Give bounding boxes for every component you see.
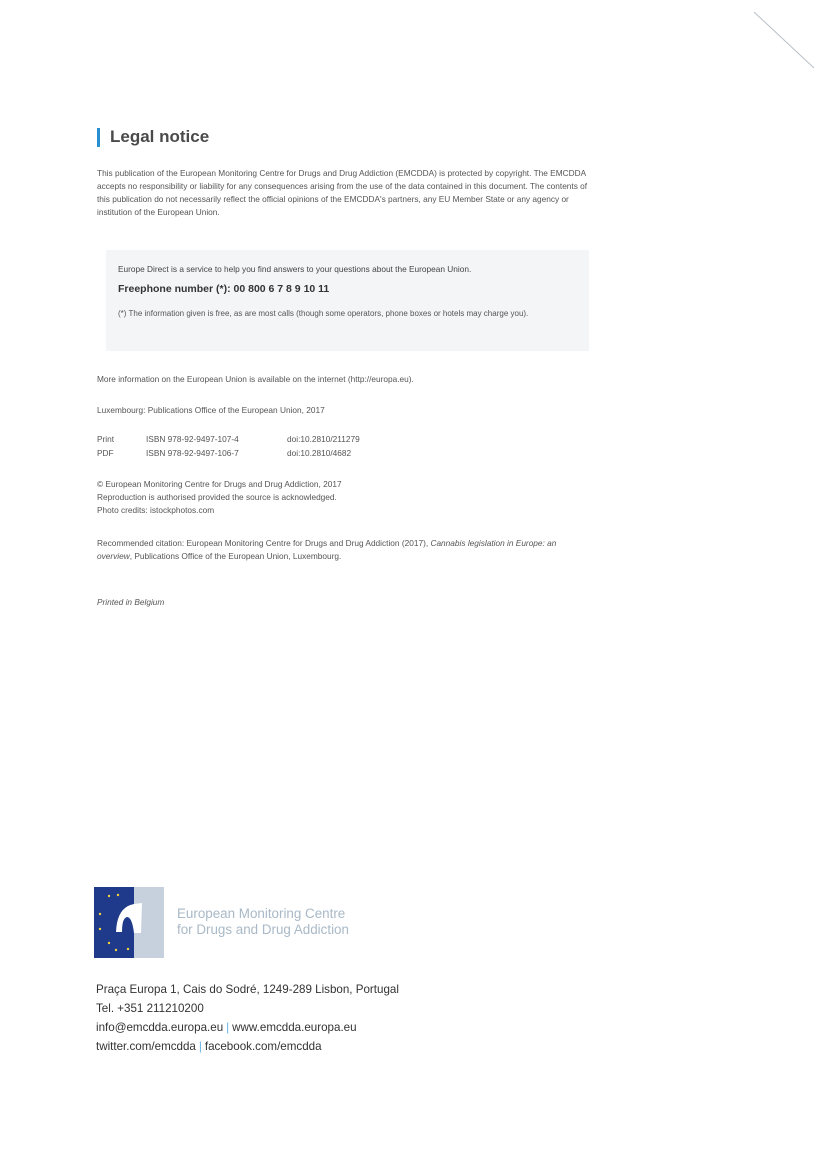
twitter-link[interactable]: twitter.com/emcdda <box>96 1040 196 1053</box>
legal-paragraph: This publication of the European Monitoring Centre for Drugs and Drug Addiction (EMCDDA) is protected by copyright. The EMCDDA accepts no responsibility or liability for any consequences arising from the use of the data contained in this document. The contents of this publication do not necessarily reflect the official opinions of the EMCDDA's partners, any EU Member State or any agency or institution of the European Union. <box>97 168 588 217</box>
facebook-link[interactable]: facebook.com/emcdda <box>204 1040 322 1053</box>
freephone-number: Freephone number (*): 00 800 6 7 8 9 10 11 <box>118 283 330 295</box>
copyright-line: © European Monitoring Centre for Drugs and Drug Addiction, 2017 <box>97 479 342 489</box>
printed-in: Printed in Belgium <box>97 597 165 607</box>
contact-block <box>96 980 399 1056</box>
email-link[interactable]: info@emcdda.europa.eu <box>96 1021 224 1034</box>
social-line <box>96 1037 399 1056</box>
freephone-note: (*) The information given is free, as are most calls (though some operators, phone boxes or hotels may charge you). <box>118 309 529 318</box>
isbn-number: ISBN 978-92-9497-107-4 <box>146 434 239 444</box>
separator: | <box>226 1021 230 1034</box>
europe-direct-text: Europe Direct is a service to help you find answers to your questions about the European Union. <box>118 264 472 274</box>
citation-block <box>97 537 567 563</box>
org-name-line1: European Monitoring Centre <box>177 906 346 921</box>
more-info-text: More information on the European Union is available on the internet (http://europa.eu). <box>97 374 414 384</box>
isbn-number: ISBN 978-92-9497-106-7 <box>146 448 239 458</box>
legal-notice-heading <box>97 127 209 147</box>
europe-direct-box <box>106 250 589 351</box>
isbn-format: Print <box>97 434 115 444</box>
email-web-line <box>96 1018 399 1037</box>
photo-credits-line: Photo credits: istockphotos.com <box>97 505 215 515</box>
copyright-block <box>97 478 342 517</box>
separator: | <box>198 1040 202 1053</box>
emcdda-logo-icon <box>94 887 164 958</box>
isbn-doi: doi:10.2810/4682 <box>287 448 352 458</box>
citation-title: Cannabis legislation in Europe: an overview <box>97 538 557 561</box>
publisher-text: Luxembourg: Publications Office of the European Union, 2017 <box>97 405 325 415</box>
citation-suffix: , Publications Office of the European Union, Luxembourg. <box>129 551 342 561</box>
website-link[interactable]: www.emcdda.europa.eu <box>232 1021 357 1034</box>
telephone: Tel. +351 211210200 <box>96 1002 204 1015</box>
reproduction-line: Reproduction is authorised provided the source is acknowledged. <box>97 492 337 502</box>
heading-accent-bar <box>97 128 100 147</box>
corner-scan-line <box>752 10 824 70</box>
isbn-doi: doi:10.2810/211279 <box>287 434 360 444</box>
isbn-format: PDF <box>97 448 114 458</box>
org-name-line2: for Drugs and Drug Addiction <box>177 922 349 937</box>
address: Praça Europa 1, Cais do Sodré, 1249-289 Lisbon, Portugal <box>96 983 399 996</box>
citation-prefix: Recommended citation: European Monitoring Centre for Drugs and Drug Addiction (2017), <box>97 538 431 548</box>
organization-name <box>177 906 349 938</box>
page-title: Legal notice <box>110 127 210 146</box>
